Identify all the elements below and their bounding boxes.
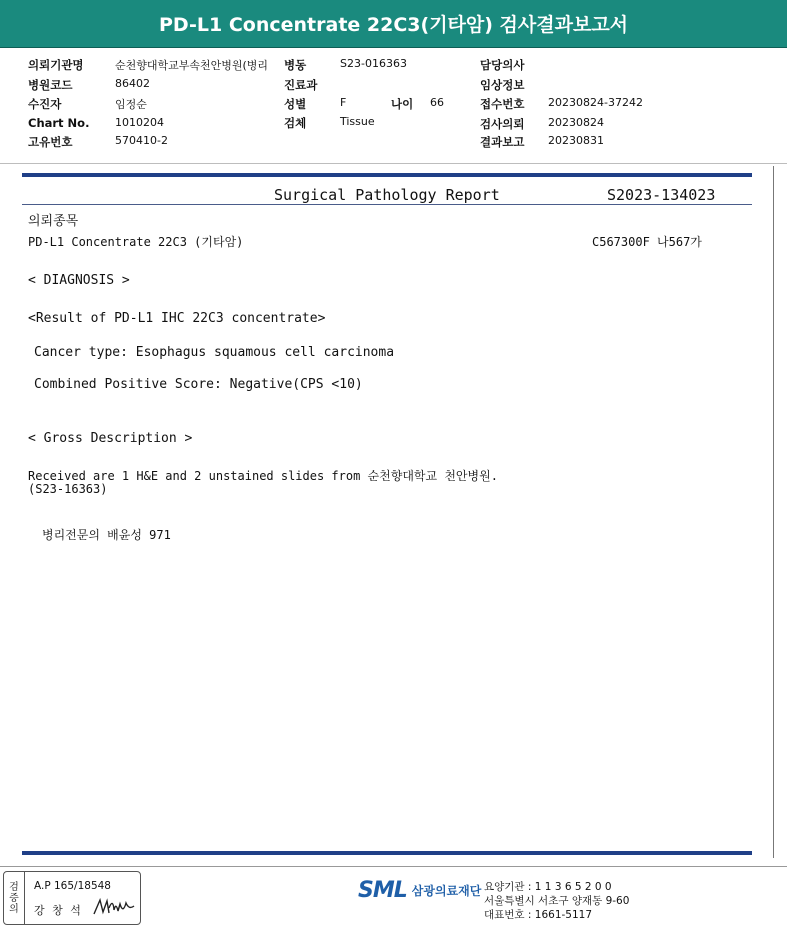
requester-label: 의뢰기관명 xyxy=(28,58,84,72)
patient-value: 임정순 xyxy=(115,98,147,111)
verification-stamp xyxy=(3,871,141,925)
signature-icon xyxy=(92,894,136,920)
verifier-name: 강 창 석 xyxy=(34,904,83,917)
sex-label: 성별 xyxy=(284,97,307,111)
gross-heading: < Gross Description > xyxy=(28,431,193,446)
receipt-label: 접수번호 xyxy=(480,97,525,111)
age-label: 나이 xyxy=(391,97,414,111)
cancer-type: Cancer type: Esophagus squamous cell carcinoma xyxy=(34,345,395,360)
report-frame xyxy=(0,166,774,858)
report-date-label: 결과보고 xyxy=(480,135,525,149)
sex-value: F xyxy=(340,96,347,109)
stamp-vertical-label xyxy=(4,872,25,924)
footer-separator xyxy=(0,866,787,867)
report-heading-rule xyxy=(22,204,752,205)
unique-label: 고유번호 xyxy=(28,135,73,149)
stamp-char: 검 xyxy=(9,881,19,893)
doctor-label: 담당의사 xyxy=(480,58,525,72)
sml-logo xyxy=(358,878,481,903)
address: 서울특별시 서초구 양재동 9-60 xyxy=(484,895,630,907)
request-date-value: 20230824 xyxy=(548,116,604,129)
stamp-char: 의 xyxy=(9,903,19,915)
ward-value: S23-016363 xyxy=(340,57,407,70)
ward-label: 병동 xyxy=(284,58,307,72)
header-separator xyxy=(0,163,787,164)
requester-value: 순천향대학교부속천안병원(병리 xyxy=(115,59,269,72)
request-date-label: 검사의뢰 xyxy=(480,117,525,131)
specimen-label: 검체 xyxy=(284,116,307,130)
age-value: 66 xyxy=(430,96,444,109)
chart-label: Chart No. xyxy=(28,116,90,130)
pathologist: 병리전문의 배윤성 971 xyxy=(42,528,171,542)
report-heading: Surgical Pathology Report xyxy=(274,186,500,204)
hospital-code-value: 86402 xyxy=(115,77,150,90)
result-heading: <Result of PD-L1 IHC 22C3 concentrate> xyxy=(28,311,326,326)
phone: 대표번호 : 1661-5117 xyxy=(484,909,593,921)
patient-label: 수진자 xyxy=(28,97,62,111)
specimen-value: Tissue xyxy=(340,115,375,128)
test-item: PD-L1 Concentrate 22C3 (기타암) xyxy=(28,235,244,249)
stamp-char: 증 xyxy=(9,892,19,904)
report-number: S2023-134023 xyxy=(607,186,716,204)
report-date-value: 20230831 xyxy=(548,134,604,147)
chart-value: 1010204 xyxy=(115,116,164,129)
ap-number: A.P 165/18548 xyxy=(34,880,111,892)
report-title: PD-L1 Concentrate 22C3(기타암) 검사결과보고서 xyxy=(0,0,787,48)
report-bottom-rule xyxy=(22,851,752,855)
receipt-value: 20230824-37242 xyxy=(548,96,643,109)
unique-value: 570410-2 xyxy=(115,134,168,147)
report-top-rule xyxy=(22,173,752,177)
gross-line-2: (S23-16363) xyxy=(28,482,108,496)
test-code: C567300F 나567가 xyxy=(592,235,702,249)
clinical-label: 임상정보 xyxy=(480,78,525,92)
cps-result: Combined Positive Score: Negative(CPS <10) xyxy=(34,377,363,392)
logo-text: SML xyxy=(358,878,407,903)
gross-line-1: Received are 1 H&E and 2 unstained slides from 순천향대학교 천안병원. xyxy=(28,469,498,483)
hospital-code-label: 병원코드 xyxy=(28,78,73,92)
org-name: 삼광의료재단 xyxy=(411,884,482,898)
institution-code: 요양기관 : 1 1 3 6 5 2 0 0 xyxy=(484,881,612,893)
dept-label: 진료과 xyxy=(284,78,318,92)
test-item-label: 의뢰종목 xyxy=(28,214,79,229)
diagnosis-heading: < DIAGNOSIS > xyxy=(28,273,130,288)
